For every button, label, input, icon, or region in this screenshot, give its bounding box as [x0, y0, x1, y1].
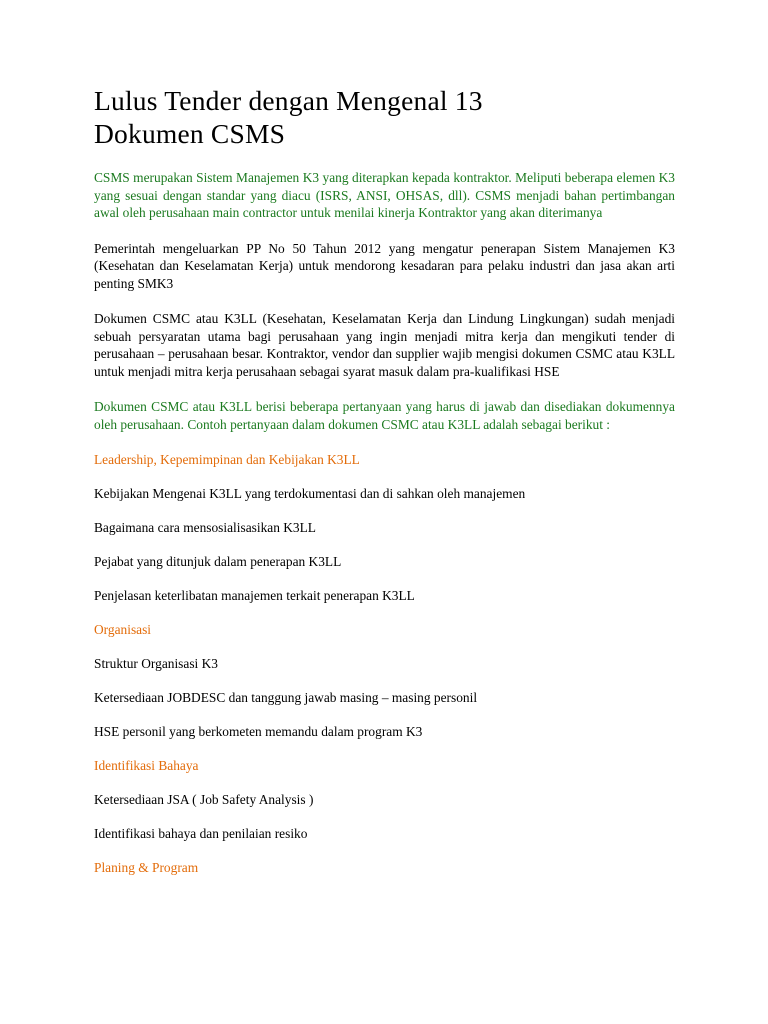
list-item: Bagaimana cara mensosialisasikan K3LL	[94, 520, 316, 535]
document-page	[94, 84, 675, 876]
section-heading-leadership: Leadership, Kepemimpinan dan Kebijakan K3LL	[94, 452, 360, 467]
list-item: Ketersediaan JSA ( Job Safety Analysis )	[94, 792, 314, 807]
section-heading-organisasi: Organisasi	[94, 622, 152, 637]
section-heading-planing-program: Planing & Program	[94, 860, 199, 875]
list-item: Penjelasan keterlibatan manajemen terkait penerapan K3LL	[94, 588, 415, 603]
title-line-2: Dokumen CSMS	[94, 118, 286, 149]
list-item: HSE personil yang berkometen memandu dalam program K3	[94, 724, 423, 739]
pp-paragraph: Pemerintah mengeluarkan PP No 50 Tahun 2012 yang mengatur penerapan Sistem Manajemen K3 (Kesehatan dan Keselamatan Kerja) untuk mendorong kesadaran para pelaku industri dan jasa akan arti penting SMK3	[94, 240, 675, 291]
intro-paragraph: CSMS merupakan Sistem Manajemen K3 yang diterapkan kepada kontraktor. Meliputi beberapa elemen K3 yang sesuai dengan standar yang diacu (ISRS, ANSI, OHSAS, dll). CSMS menjadi bahan pertimbangan awal oleh perusahaan main contractor untuk menilai kinerja Kontraktor yang akan diterimanya	[94, 170, 675, 220]
list-item: Struktur Organisasi K3	[94, 656, 218, 671]
list-item: Ketersediaan JOBDESC dan tanggung jawab masing – masing personil	[94, 690, 478, 705]
section-heading-identifikasi-bahaya: Identifikasi Bahaya	[94, 758, 199, 773]
questions-paragraph: Dokumen CSMC atau K3LL berisi beberapa pertanyaan yang harus di jawab dan disediakan dokumennya oleh perusahaan. Contoh pertanyaan dalam dokumen CSMC atau K3LL adalah sebagai berikut :	[94, 399, 675, 432]
list-item: Kebijakan Mengenai K3LL yang terdokumentasi dan di sahkan oleh manajemen	[94, 486, 526, 501]
csmc-paragraph: Dokumen CSMC atau K3LL (Kesehatan, Keselamatan Kerja dan Lindung Lingkungan) sudah menjadi sebuah persyaratan utama bagi perusahaan yang ingin menjadi mitra kerja dan mengikuti tender di perusahaan – perusahaan besar. Kontraktor, vendor dan supplier wajib mengisi dokumen CSMC atau K3LL untuk menjadi mitra kerja perusahaan sebagai syarat masuk dalam pra-kualifikasi HSE	[94, 311, 675, 379]
title-line-1: Lulus Tender dengan Mengenal 13	[94, 85, 483, 116]
document-title	[94, 84, 675, 150]
list-item: Identifikasi bahaya dan penilaian resiko	[94, 826, 308, 841]
list-item: Pejabat yang ditunjuk dalam penerapan K3LL	[94, 554, 342, 569]
